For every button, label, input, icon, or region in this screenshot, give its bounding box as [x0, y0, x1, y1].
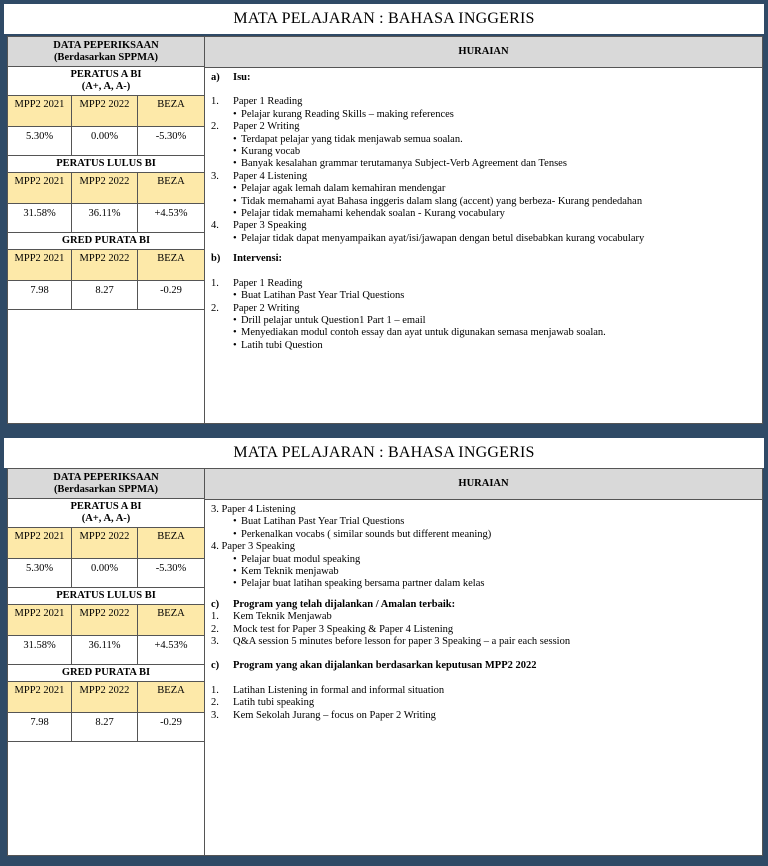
item-text: Paper 1 Reading — [233, 96, 303, 108]
item-number: 1. — [211, 96, 219, 108]
value-2021: 5.30% — [8, 559, 72, 587]
huraian-content — [205, 68, 762, 356]
slide-2 — [0, 434, 768, 866]
col-beza: BEZA — [138, 250, 204, 280]
values-row — [8, 281, 204, 310]
list-item — [211, 96, 756, 108]
values-row — [8, 127, 204, 156]
value-beza: +4.53% — [154, 640, 188, 651]
section-title: Program yang telah dijalankan / Amalan terbaik: — [233, 598, 456, 610]
bullet-item: • Pelajar agak lemah dalam kemahiran mendengar — [211, 183, 756, 195]
item-text: Paper 4 Listening — [233, 170, 308, 182]
value-2022: 0.00% — [72, 127, 138, 155]
exam-data-title: DATA PEPERIKSAAN — [53, 40, 159, 51]
values-row — [8, 204, 204, 233]
section-title: PERATUS A BI — [70, 69, 142, 80]
item-number: 1. — [211, 684, 219, 696]
list-item — [211, 685, 756, 697]
col-beza: BEZA — [138, 96, 204, 126]
value-beza: -0.29 — [160, 285, 182, 296]
bullet-item: • Banyak kesalahan grammar terutamanya Subject-Verb Agreement dan Tenses — [211, 158, 756, 170]
value-2021: 7.98 — [8, 281, 72, 309]
section-peratus-lulus — [8, 156, 204, 173]
col-mpp2-2021: MPP2 2021 — [8, 173, 72, 203]
bullet-item: • Perkenalkan vocabs ( similar sounds but different meaning) — [211, 529, 756, 541]
bullet-item: • Drill pelajar untuk Question1 Part 1 – email — [211, 315, 756, 327]
value-beza: -5.30% — [155, 131, 187, 142]
bullet-item: • Kem Teknik menjawab — [211, 566, 756, 578]
section-title: Program yang akan dijalankan berdasarkan keputusan MPP2 2022 — [233, 660, 537, 672]
section-title: PERATUS A BI — [70, 501, 142, 512]
item-text: Paper 3 Speaking — [233, 220, 307, 232]
description-column — [205, 469, 762, 855]
list-item — [211, 636, 756, 648]
value-2021: 31.58% — [8, 204, 72, 232]
value-2022: 36.11% — [72, 204, 138, 232]
list-item — [211, 624, 756, 636]
bullet-item: • Buat Latihan Past Year Trial Questions — [211, 290, 756, 302]
value-2021: 31.58% — [8, 636, 72, 664]
section-peratus-lulus — [8, 588, 204, 605]
column-headers — [8, 173, 204, 204]
list-item: 3. Paper 4 Listening — [211, 504, 296, 515]
col-mpp2-2022: MPP2 2022 — [72, 250, 138, 280]
col-beza: BEZA — [138, 682, 204, 712]
col-mpp2-2021: MPP2 2021 — [8, 96, 72, 126]
bullet-item: • Pelajar tidak memahami kehendak soalan - Kurang vocabulary — [211, 208, 756, 220]
bullet-item: • Tidak memahami ayat Bahasa inggeris dalam slang (accent) yang berbeza- Kurang pendedahan — [211, 196, 756, 208]
column-headers — [8, 96, 204, 127]
section-title: GRED PURATA BI — [61, 235, 151, 246]
report-table — [7, 36, 763, 424]
bullet-item: • Pelajar buat modul speaking — [211, 554, 756, 566]
section-peratus-a — [8, 499, 204, 528]
huraian-header: HURAIAN — [205, 469, 762, 500]
huraian-content — [205, 500, 762, 726]
item-text: Kem Teknik Menjawab — [233, 611, 332, 623]
huraian-header: HURAIAN — [205, 37, 762, 68]
section-title: Isu: — [233, 72, 251, 83]
item-text: Latihan Listening in formal and informal situation — [233, 684, 445, 696]
exam-data-subtitle: (Berdasarkan SPPMA) — [53, 52, 159, 63]
section-title: PERATUS LULUS BI — [56, 590, 156, 601]
section-label: a) — [211, 72, 220, 83]
section-subtitle: (A+, A, A-) — [81, 513, 131, 524]
col-mpp2-2022: MPP2 2022 — [72, 528, 138, 558]
value-2021: 7.98 — [8, 713, 72, 741]
item-number: 2. — [211, 302, 219, 314]
col-mpp2-2022: MPP2 2022 — [72, 96, 138, 126]
section-subtitle: (A+, A, A-) — [81, 81, 131, 92]
value-2022: 36.11% — [72, 636, 138, 664]
exam-data-title: DATA PEPERIKSAAN — [53, 472, 159, 483]
item-text: Paper 2 Writing — [233, 121, 300, 133]
slide-1 — [0, 0, 768, 430]
exam-data-column — [8, 469, 205, 855]
bullet-item: • Latih tubi Question — [211, 340, 756, 352]
list-item — [211, 710, 756, 722]
item-number: 3. — [211, 636, 219, 648]
exam-data-header — [8, 37, 204, 67]
item-number: 2. — [211, 697, 219, 709]
list-item — [211, 171, 756, 183]
bullet-item: • Kurang vocab — [211, 146, 756, 158]
slide-title: MATA PELAJARAN : BAHASA INGGERIS — [4, 438, 764, 468]
col-mpp2-2022: MPP2 2022 — [72, 605, 138, 635]
item-text: Mock test for Paper 3 Speaking & Paper 4 Listening — [233, 623, 454, 635]
col-mpp2-2021: MPP2 2021 — [8, 682, 72, 712]
item-number: 2. — [211, 121, 219, 133]
program-heading — [211, 599, 756, 611]
item-number: 3. — [211, 170, 219, 182]
values-row — [8, 713, 204, 742]
item-text: Latih tubi speaking — [233, 697, 315, 709]
list-item — [211, 697, 756, 709]
section-peratus-a — [8, 67, 204, 96]
value-2021: 5.30% — [8, 127, 72, 155]
value-2022: 0.00% — [72, 559, 138, 587]
item-number: 3. — [211, 709, 219, 721]
values-row — [8, 636, 204, 665]
col-beza: BEZA — [138, 605, 204, 635]
bullet-item: • Pelajar kurang Reading Skills – making references — [211, 109, 756, 121]
item-number: 1. — [211, 611, 219, 623]
item-text: Q&A session 5 minutes before lesson for paper 3 Speaking – a pair each session — [233, 636, 571, 648]
bullet-item: • Terdapat pelajar yang tidak menjawab semua soalan. — [211, 134, 756, 146]
exam-data-subtitle: (Berdasarkan SPPMA) — [53, 484, 159, 495]
list-item — [211, 611, 756, 623]
section-title: PERATUS LULUS BI — [56, 158, 156, 169]
column-headers — [8, 682, 204, 713]
bullet-item: • Buat Latihan Past Year Trial Questions — [211, 516, 756, 528]
bullet-item: • Menyediakan modul contoh essay dan ayat untuk digunakan semasa menjawab soalan. — [211, 327, 756, 339]
value-beza: -0.29 — [160, 717, 182, 728]
col-beza: BEZA — [138, 173, 204, 203]
list-item — [211, 121, 756, 133]
list-item — [211, 278, 756, 290]
item-number: 4. — [211, 220, 219, 232]
list-item — [211, 220, 756, 232]
col-mpp2-2021: MPP2 2021 — [8, 528, 72, 558]
bullet-item: • Pelajar buat latihan speaking bersama partner dalam kelas — [211, 578, 756, 590]
values-row — [8, 559, 204, 588]
section-title: GRED PURATA BI — [61, 667, 151, 678]
item-number: 2. — [211, 623, 219, 635]
section-gred-purata — [8, 665, 204, 682]
report-table — [7, 468, 763, 856]
column-headers — [8, 250, 204, 281]
column-headers — [8, 605, 204, 636]
col-mpp2-2021: MPP2 2021 — [8, 605, 72, 635]
section-label: c) — [211, 660, 220, 672]
plan-heading — [211, 660, 756, 672]
col-mpp2-2022: MPP2 2022 — [72, 682, 138, 712]
list-item — [211, 303, 756, 315]
exam-data-header — [8, 469, 204, 499]
value-2022: 8.27 — [72, 281, 138, 309]
col-mpp2-2022: MPP2 2022 — [72, 173, 138, 203]
item-number: 1. — [211, 277, 219, 289]
value-2022: 8.27 — [72, 713, 138, 741]
item-text: Paper 1 Reading — [233, 277, 303, 289]
item-text: Paper 2 Writing — [233, 302, 300, 314]
section-title: Intervensi: — [233, 253, 282, 265]
col-mpp2-2021: MPP2 2021 — [8, 250, 72, 280]
section-gred-purata — [8, 233, 204, 250]
value-beza: +4.53% — [154, 208, 188, 219]
description-column — [205, 37, 762, 423]
section-label: c) — [211, 598, 220, 610]
exam-data-column — [8, 37, 205, 423]
col-beza: BEZA — [138, 528, 204, 558]
column-headers — [8, 528, 204, 559]
isu-heading — [211, 72, 756, 84]
section-label: b) — [211, 253, 221, 265]
slide-title: MATA PELAJARAN : BAHASA INGGERIS — [4, 4, 764, 34]
item-text: Kem Sekolah Jurang – focus on Paper 2 Writing — [233, 709, 436, 721]
value-beza: -5.30% — [155, 563, 187, 574]
bullet-item: • Pelajar tidak dapat menyampaikan ayat/isi/jawapan dengan betul disebabkan kurang vocabulary — [211, 233, 756, 245]
intervensi-heading — [211, 253, 756, 265]
list-item: 4. Paper 3 Speaking — [211, 541, 295, 553]
